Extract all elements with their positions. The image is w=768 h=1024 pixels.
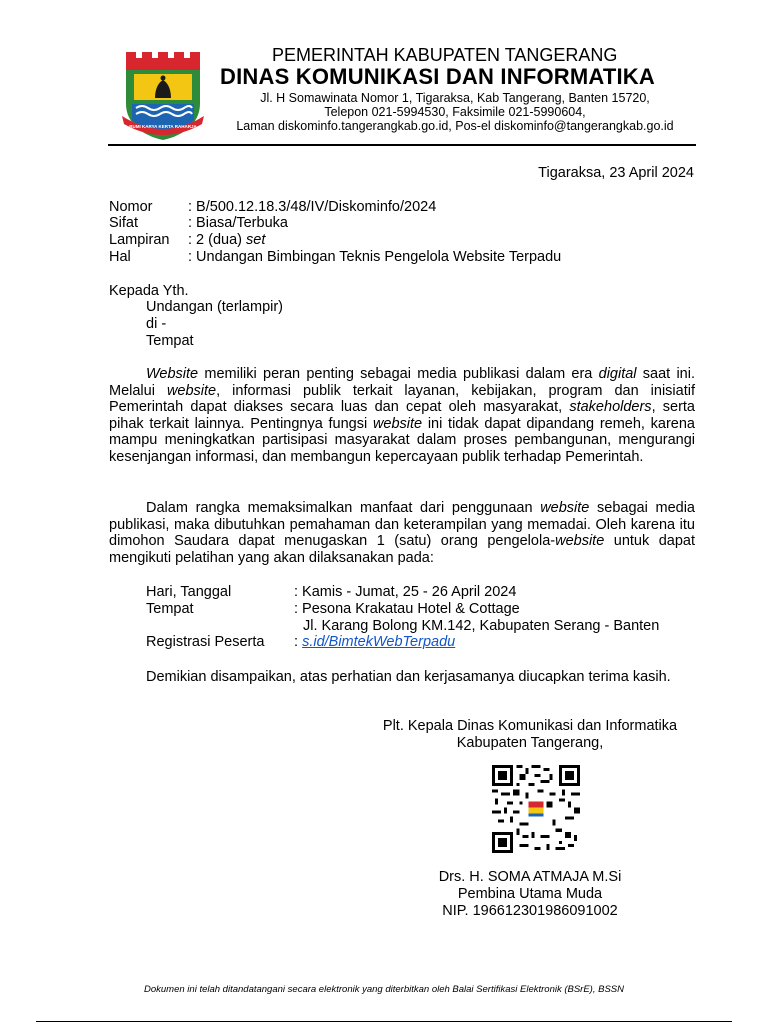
addressee-greeting: Kepada Yth. — [109, 283, 189, 299]
meta-label-sifat: Sifat — [109, 215, 139, 231]
letterhead-rule-thick — [108, 144, 696, 146]
addressee-place: Tempat — [146, 333, 194, 349]
meta-value-nomor: : B/500.12.18.3/48/IV/Diskominfo/2024 — [188, 199, 437, 215]
meta-value-sifat: : Biasa/Terbuka — [188, 215, 288, 231]
footer-rule — [36, 1021, 732, 1022]
agency-web: Laman diskominfo.tangerangkab.go.id, Pos-el diskominfo@tangerangkab.go.id — [236, 119, 674, 133]
agency-address: Jl. H Somawinata Nomor 1, Tigaraksa, Kab Tangerang, Banten 15720, — [260, 91, 650, 105]
body-paragraph-2: Dalam rangka memaksimalkan manfaat dari penggunaan website sebagai media publikasi, maka dibutuhkan pemahaman dan keterampilan yang memadai. Oleh karena itu dimohon Saudara dapat menugaskan 1 (satu) orang pengelola-website untuk dapat mengikuti pelatihan yang akan dilaksanakan pada: — [109, 500, 695, 566]
event-place-label: Tempat — [146, 601, 194, 617]
body-paragraph-3: Demikian disampaikan, atas perhatian dan kerjasamanya diucapkan terima kasih. — [146, 669, 671, 685]
electronic-signature-note: Dokumen ini telah ditandatangani secara elektronik yang diterbitkan oleh Balai Sertifikasi Elektronik (BSrE), BSSN — [144, 984, 624, 995]
signatory-title-1: Plt. Kepala Dinas Komunikasi dan Informatika — [382, 718, 678, 734]
event-day-value: : Kamis - Jumat, 25 - 26 April 2024 — [294, 584, 517, 600]
registration-link[interactable]: s.id/BimtekWebTerpadu — [302, 634, 456, 650]
meta-label-hal: Hal — [109, 249, 131, 265]
tangerang-regency-logo — [118, 46, 208, 142]
meta-value-hal: : Undangan Bimbingan Teknis Pengelola Website Terpadu — [188, 249, 562, 265]
signatory-name: Drs. H. SOMA ATMAJA M.Si — [438, 869, 622, 885]
signatory-rank: Pembina Utama Muda — [457, 886, 603, 902]
government-name: PEMERINTAH KABUPATEN TANGERANG — [272, 45, 618, 65]
logo-motto: BUMI KARYA KERTA RAHARJA — [129, 124, 197, 129]
meta-label-lampiran: Lampiran — [109, 232, 170, 248]
addressee-name: Undangan (terlampir) — [146, 299, 284, 315]
letter-date: Tigaraksa, 23 April 2024 — [538, 165, 694, 181]
agency-name: DINAS KOMUNIKASI DAN INFORMATIKA — [220, 64, 655, 89]
signature-qr-code — [492, 765, 580, 853]
meta-label-nomor: Nomor — [109, 199, 153, 215]
signatory-title-2: Kabupaten Tangerang, — [456, 735, 604, 751]
event-registration-label: Registrasi Peserta — [146, 634, 265, 650]
body-paragraph-1: Website memiliki peran penting sebagai media publikasi dalam era digital saat ini. Melalui website, informasi publik terkait layanan, kebijakan, program dan inisiatif Pemerintah dapat diakses secara luas dan cepat oleh masyarakat, stakeholders, serta pihak terkait lainnya. Pentingnya fungsi website ini tidak dapat dipandang remeh, karena mampu meningkatkan partisipasi masyarakat dalam proses pembangunan, mengurangi kesenjangan informasi, dan membangun kepercayaan publik terhadap Pemerintah. — [109, 366, 696, 465]
meta-value-lampiran: : 2 (dua) set — [188, 232, 266, 248]
signatory-nip: NIP. 196612301986091002 — [442, 903, 618, 919]
agency-phone: Telepon 021-5994530, Faksimile 021-5990604, — [324, 105, 586, 119]
addressee-di: di - — [146, 316, 167, 332]
event-place-value: : Pesona Krakatau Hotel & Cottage — [294, 601, 520, 617]
event-place-address: Jl. Karang Bolong KM.142, Kabupaten Serang - Banten — [303, 618, 660, 634]
event-registration-value: : s.id/BimtekWebTerpadu — [294, 634, 456, 650]
event-day-label: Hari, Tanggal — [146, 584, 232, 600]
